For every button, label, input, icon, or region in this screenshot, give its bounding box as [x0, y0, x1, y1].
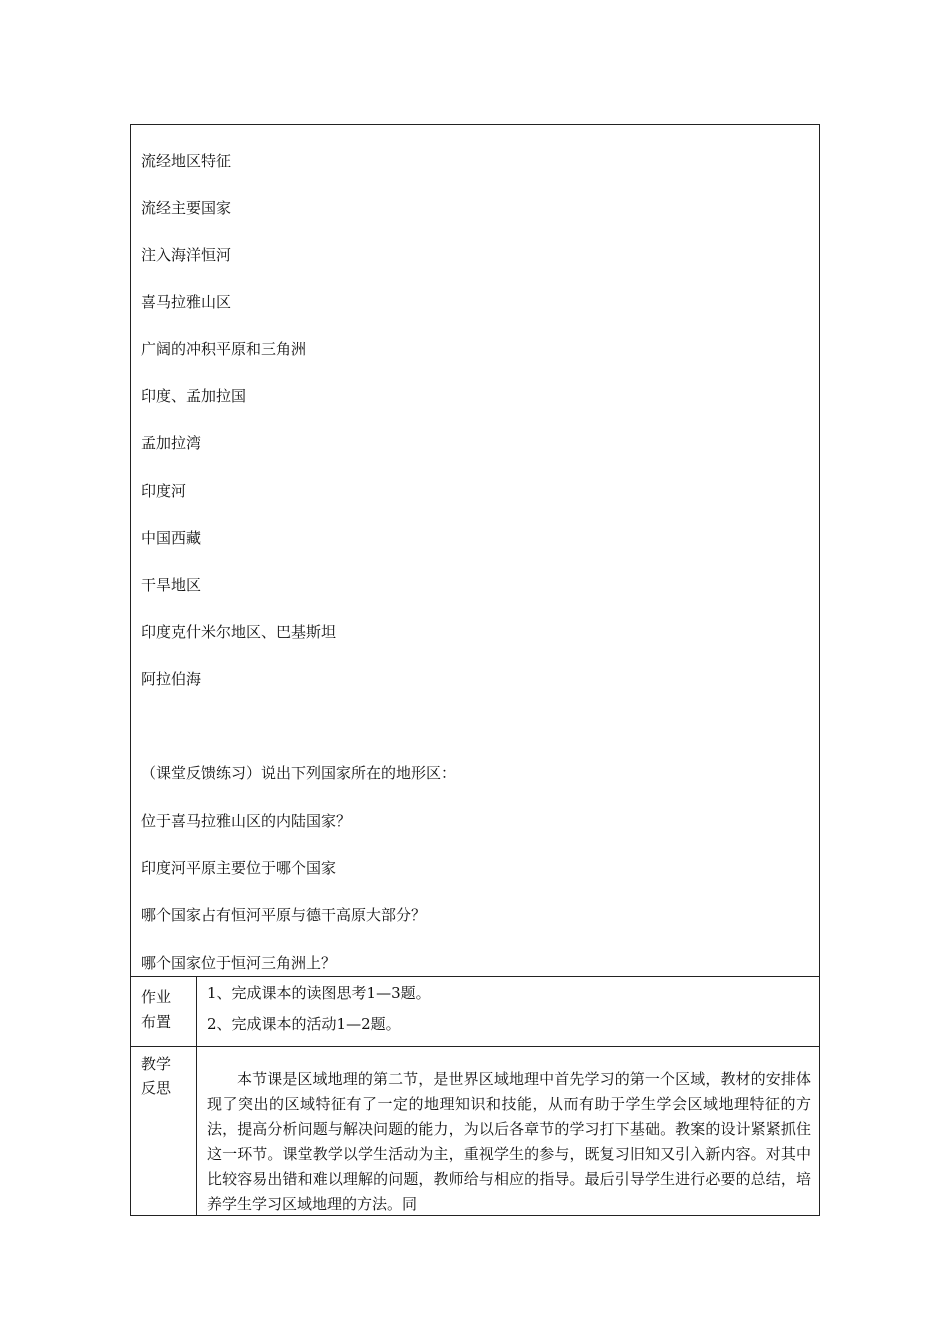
text-line: 印度克什米尔地区、巴基斯坦 — [141, 623, 337, 641]
text-line: 印度河 — [141, 482, 187, 500]
reflection-label-line2: 反思 — [141, 1079, 172, 1097]
reflection-label-line1: 教学 — [141, 1055, 172, 1073]
feedback-title: （课堂反馈练习）说出下列国家所在的地形区： — [141, 764, 457, 782]
column-divider — [196, 976, 197, 1216]
text-line: 印度、孟加拉国 — [141, 387, 247, 405]
feedback-question: 哪个国家位于恒河三角洲上？ — [141, 954, 337, 972]
text-line: 孟加拉湾 — [141, 434, 202, 452]
feedback-question: 哪个国家占有恒河平原与德干高原大部分？ — [141, 906, 427, 924]
feedback-question: 位于喜马拉雅山区的内陆国家？ — [141, 812, 352, 830]
text-line: 广阔的冲积平原和三角洲 — [141, 340, 307, 358]
row-divider — [131, 1046, 819, 1047]
text-line: 注入海洋恒河 — [141, 246, 232, 264]
text-line: 流经地区特征 — [141, 152, 232, 170]
homework-label-line1: 作业 — [141, 988, 172, 1006]
text-line: 中国西藏 — [141, 529, 202, 547]
homework-label-line2: 布置 — [141, 1013, 172, 1031]
homework-item: 2、完成课本的活动1—2题。 — [207, 1015, 401, 1033]
text-line: 阿拉伯海 — [141, 670, 202, 688]
reflection-paragraph: 本节课是区域地理的第二节，是世界区域地理中首先学习的第一个区域，教材的安排体现了突出的区域特征有了一定的地理知识和技能，从而有助于学生学会区域地理特征的方法，提高分析问题与解决问题的能力，为以后各章节的学习打下基础。教案的设计紧紧抓住这一环节。课堂教学以学生活动为主，重视学生的参与，既复习旧知又引入新内容。对其中比较容易出错和难以理解的问题，教师给与相应的指导。最后引导学生进行必要的总结，培养学生学习区域地理的方法。同 — [207, 1070, 811, 1213]
homework-item: 1、完成课本的读图思考1—3题。 — [207, 984, 431, 1002]
text-line: 干旱地区 — [141, 576, 202, 594]
lesson-table — [130, 124, 820, 1216]
text-line: 流经主要国家 — [141, 199, 232, 217]
text-line: 喜马拉雅山区 — [141, 293, 232, 311]
row-divider — [131, 976, 819, 977]
feedback-question: 印度河平原主要位于哪个国家 — [141, 859, 337, 877]
